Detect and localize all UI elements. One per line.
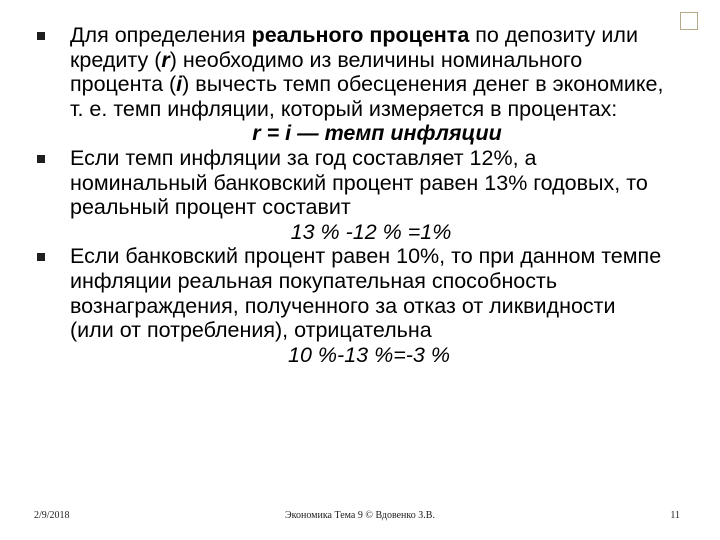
- formula-real-rate: r = i — темп инфляции: [252, 121, 502, 146]
- bullet-item-3: [34, 244, 664, 367]
- footer-page-number: 11: [670, 510, 680, 521]
- bullet-1-bold-term: реального процента: [251, 23, 470, 47]
- bullet-1-text-post: ) вычесть темп обесценения денег в экономике, т. е. темп инфляции, который измеряется в процентах:: [70, 72, 664, 121]
- square-bullet-icon: [37, 32, 45, 40]
- square-bullet-icon: [37, 155, 45, 163]
- square-outline-icon: [680, 12, 698, 30]
- bullet-2-text: Если темп инфляции за год составляет 12%, а номинальный банковский процент равен 13% годовых, то реальный процент составит: [70, 145, 648, 220]
- bullet-item-1: [34, 23, 664, 146]
- formula-example-1: 13 % -12 % =1%: [290, 219, 452, 244]
- formula-example-2: 10 %-13 %=-3 %: [288, 342, 450, 367]
- bullet-1-text-pre: Для определения: [70, 23, 252, 47]
- slide-content: [34, 23, 664, 367]
- bullet-item-2: [34, 146, 664, 244]
- variable-r: r: [161, 47, 170, 72]
- variable-i: i: [176, 72, 183, 97]
- slide-footer: [0, 510, 720, 530]
- bullet-1-text-mid1: по депозиту или кредиту (: [70, 23, 638, 72]
- footer-title: Экономика Тема 9 © Вдовенко З.В.: [285, 510, 435, 521]
- bullet-3-text: Если банковский процент равен 10%, то при данном темпе инфляции реальная покупательная способность вознаграждения, полученного за отказ от ликвидности (или от потребления), отрицательна: [70, 244, 662, 343]
- square-bullet-icon: [37, 253, 45, 261]
- bullet-1-text-mid2: ) необходимо из величины номинального процента (: [70, 47, 583, 97]
- footer-date: 2/9/2018: [34, 510, 70, 521]
